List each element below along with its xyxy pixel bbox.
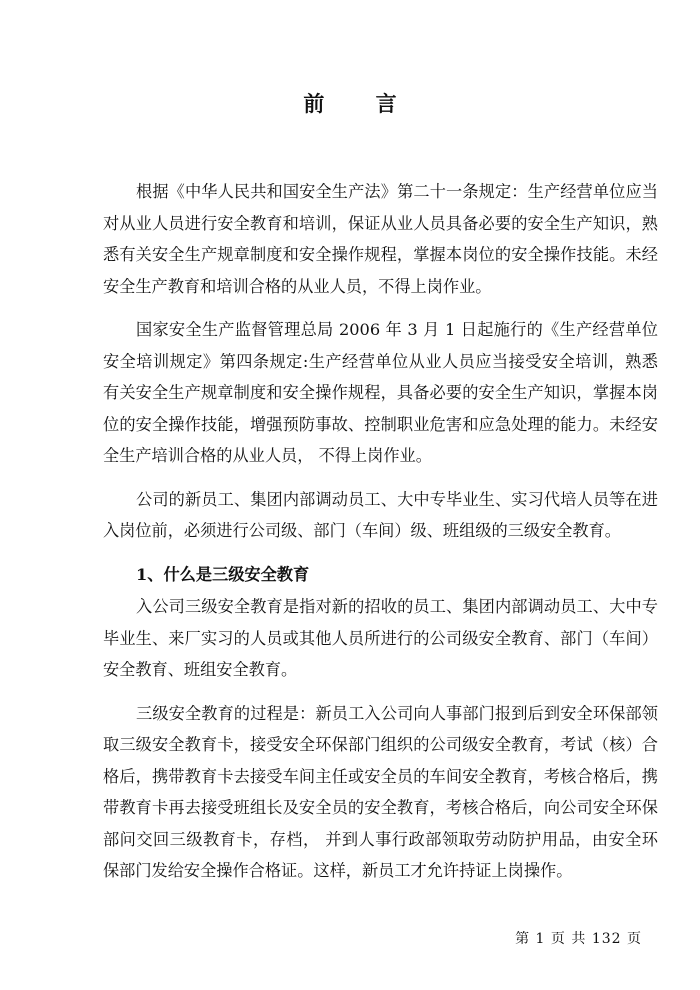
section-heading: 1、什么是三级安全教育 xyxy=(136,564,310,584)
section-paragraph-1: 入公司三级安全教育是指对新的招收的员工、集团内部调动员工、大中专毕业生、来厂实习的人员或其他人员所进行的公司级安全教育、部门（车间）安全教育、班组安全教育。 xyxy=(103,597,658,679)
page-number-footer: 第 1 页 共 132 页 xyxy=(515,931,642,947)
paragraph-2: 国家安全生产监督管理总局 2006 年 3 月 1 日起施行的《生产经营单位安全培训规定》第四条规定:生产经营单位从业人员应当接受安全培训，熟悉有关安全生产规章制度和安全操作规程，具备必要的安全生产知识，掌握本岗位的安全操作技能，增强预防事故、控制职业危害和应急处理的能力。未经安全生产培训合格的从业人员， 不得上岗作业。 xyxy=(103,320,658,465)
paragraph-1: 根据《中华人民共和国安全生产法》第二十一条规定：生产经营单位应当对从业人员进行安全教育和培训，保证从业人员具备必要的安全生产知识，熟悉有关安全生产规章制度和安全操作规程，掌握本岗位的安全操作技能。未经安全生产教育和培训合格的从业人员，不得上岗作业。 xyxy=(103,182,658,296)
section-paragraph-2: 三级安全教育的过程是：新员工入公司向人事部门报到后到安全环保部领取三级安全教育卡，接受安全环保部门组织的公司级安全教育，考试（核）合格后，携带教育卡去接受车间主任或安全员的车间安全教育，考核合格后，携带教育卡再去接受班组长及安全员的安全教育，考核合格后，向公司安全环保部问交回三级教育卡，存档， 并到人事行政部领取劳动防护用品，由安全环保部门发给安全操作合格证。这样，新员工才允许持证上岗操作。 xyxy=(103,703,658,880)
document-body xyxy=(103,176,658,899)
page-title: 前 言 xyxy=(303,91,419,116)
paragraph-3: 公司的新员工、集团内部调动员工、大中专毕业生、实习代培人员等在进入岗位前，必须进行公司级、部门（车间）级、班组级的三级安全教育。 xyxy=(103,489,658,540)
